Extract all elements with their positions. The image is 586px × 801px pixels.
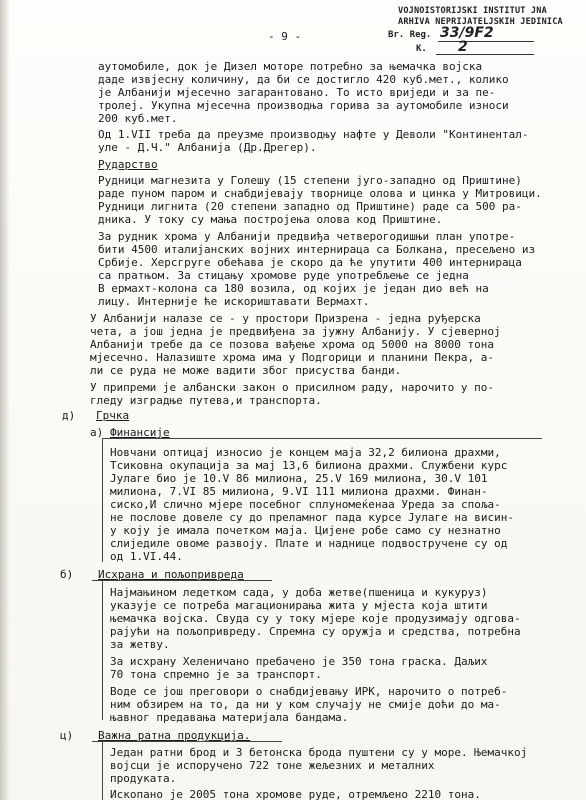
text-line: уле - Д.Ч." Албанија (Др.Дрегер). — [98, 141, 317, 154]
text-line: њемачка војска. Свуда су у току мјере које продузимају одгова- — [110, 612, 521, 625]
text-line: војсци је испоручено 722 тоне жељезних и металних — [110, 759, 435, 772]
text-line: у коју је имала почетком маја. Цијене робе само су незнатно — [110, 524, 501, 537]
finance-box-left — [102, 438, 103, 562]
text-line: сиско,И слично мјере посебног сплуномеќенаа Уреда за споља- — [110, 498, 501, 511]
text-line: раде пуном паром и снабдијевају творнице олова и цинка у Митровици. — [98, 187, 542, 200]
text-line: Од 1.VII треба да преузме производњу нафте у Деволи "Континентал- — [98, 128, 529, 141]
text-line: лицу. Интерније ће искориштавати Вермахт. — [98, 295, 370, 308]
text-line: њавног предавања материјала бандама. — [110, 711, 349, 724]
text-line: слиједиле овоме развоју. Плате и наднице подвостручене су од — [110, 537, 508, 550]
food-box-left — [102, 580, 103, 720]
section-heading-greece: Грчка — [96, 409, 130, 422]
subsection-heading-war-production: Важна ратна продукција. — [98, 729, 251, 742]
section-heading-mining: Рударство — [98, 158, 158, 171]
stamp-line-1: VOJNOISTORIJSKI INSTITUT JNA — [398, 6, 547, 16]
food-box-top — [92, 580, 272, 581]
text-line: ли се руда не може вадити због присуства банди. — [90, 364, 402, 377]
text-line: милиона, 7.VI 85 милиона, 9.VI 111 милиона драхми. Финан- — [110, 485, 488, 498]
subsection-marker-c: ц) — [60, 729, 74, 742]
page-number: - 9 - — [268, 30, 302, 43]
text-line: је Албанији мјесечно загарантовано. То исто вриједи и за пе- — [98, 86, 496, 99]
text-line: Рудници магнезита у Голешу (15 степени југо-западно од Приштине) — [98, 174, 522, 187]
text-line: дника. У току су мања постројења олова код Приштине. — [98, 213, 443, 226]
text-line: Један ратни брод и 3 бетонска брода пуштени су у море. Њемачкој — [110, 746, 528, 759]
text-line: Албанији требе да се позова вађење хрома од 5000 на 8000 тона — [90, 338, 494, 351]
subsection-heading-finance: Финансије — [110, 426, 170, 439]
text-line: бити 4500 италијанских војних интернираца са Болкана, пресељено из — [98, 243, 536, 256]
finance-box-top — [102, 438, 542, 439]
text-line: За исхрану Хеленичано пребачено је 350 тона граска. Даљих — [110, 655, 488, 668]
text-line: 70 тона спремно је за транспорт. — [110, 668, 322, 681]
text-line: У припреми је албански закон о присилном раду, нарочито у по- — [90, 381, 494, 394]
stamp-line-2: ARHIVA NEPRIJATELJSKIH JEDINICA — [398, 17, 563, 27]
text-line: даде извјесну количину, да би се достигло 420 куб.мет., колико — [98, 73, 509, 86]
text-line: ним обзирем на то, да ни у ком случају не смије доћи до ма- — [110, 698, 501, 711]
war-box-left — [102, 741, 103, 800]
text-line: са пратњом. За стицању хромове руде употребљење се једна — [98, 269, 469, 282]
text-line: Најмањином ледетком сада, у доба жетве(пшеница и кукуруз) — [110, 586, 488, 599]
stamp-reg-value: 33/9F2 — [440, 25, 494, 41]
text-line: В ермахт-колона са 180 возила, од којих је један дио већ на — [98, 282, 489, 295]
text-line: од 1.VI.44. — [110, 550, 183, 563]
stamp-reg-label: Br. Reg. — [388, 30, 432, 40]
stamp-k-value: 2 — [458, 39, 468, 55]
text-line: чета, а још једна је предвиђена за јужну Албанију. У сјеверној — [90, 325, 501, 338]
text-line: аутомобиле, док је Дизел моторе потребно за њемачка војска — [98, 60, 483, 73]
subsection-marker-b: б) — [60, 568, 74, 581]
text-line: Рудници лигнита (20 степени западно од Приштине) раде са 500 ра- — [98, 200, 522, 213]
text-line: гледу изградње путева,и транспорта. — [90, 394, 322, 407]
text-line: продуката. — [110, 772, 177, 785]
text-line: Тсиковна окупација за мај 13,6 билиона драхми. Службени курс — [110, 459, 508, 472]
archive-stamp — [388, 4, 582, 54]
text-line: мјесечно. Налазиште хрома има у Подгорици и планини Пекра, а- — [90, 351, 494, 364]
subsection-marker-a: а) — [90, 426, 104, 439]
text-line: указује се потреба магационирања жита у мјеста која штити — [110, 599, 488, 612]
text-line: Ископано је 2005 тона хромове руде, отремљено 2210 тона. — [110, 788, 481, 801]
page-edge-shadow — [0, 0, 10, 800]
text-line: за жетву. — [110, 638, 170, 651]
section-marker-d: д) — [62, 409, 76, 422]
subsection-heading-food: Исхрана и пољопривреда — [98, 568, 244, 581]
war-box-top — [92, 741, 282, 742]
text-line: Јулаге био је 10.V 86 милиона, 25.V 169 милиона, 30.V 101 — [110, 472, 488, 485]
text-line: не послове довеле су до преламног пада курсе Јулаге на висин- — [110, 511, 514, 524]
text-line: Новчани оптицај износио је концем маја 32,2 билиона драхми, — [110, 446, 501, 459]
text-line: тролеј. Укупна мјесечна производња горива за аутомобиле износи — [98, 99, 509, 112]
text-line: рајући на пољопривреду. Спремна су оружја и средства, потребна — [110, 625, 521, 638]
text-line: У Албанији налазе се - у простори Призрена - једна руђерска — [90, 312, 481, 325]
text-line: Србије. Херсгруге обећава је скоро да ће упутити 400 интернираца — [98, 256, 522, 269]
stamp-k-label: K. — [416, 44, 427, 54]
text-line: 200 куб.мет. — [98, 112, 178, 125]
text-line: За рудник хрома у Албанији предвиђа четверогодишњи план употре- — [98, 230, 516, 243]
text-line: Воде се још преговори о снабдијевању ИРК, нарочито о потреб- — [110, 685, 508, 698]
